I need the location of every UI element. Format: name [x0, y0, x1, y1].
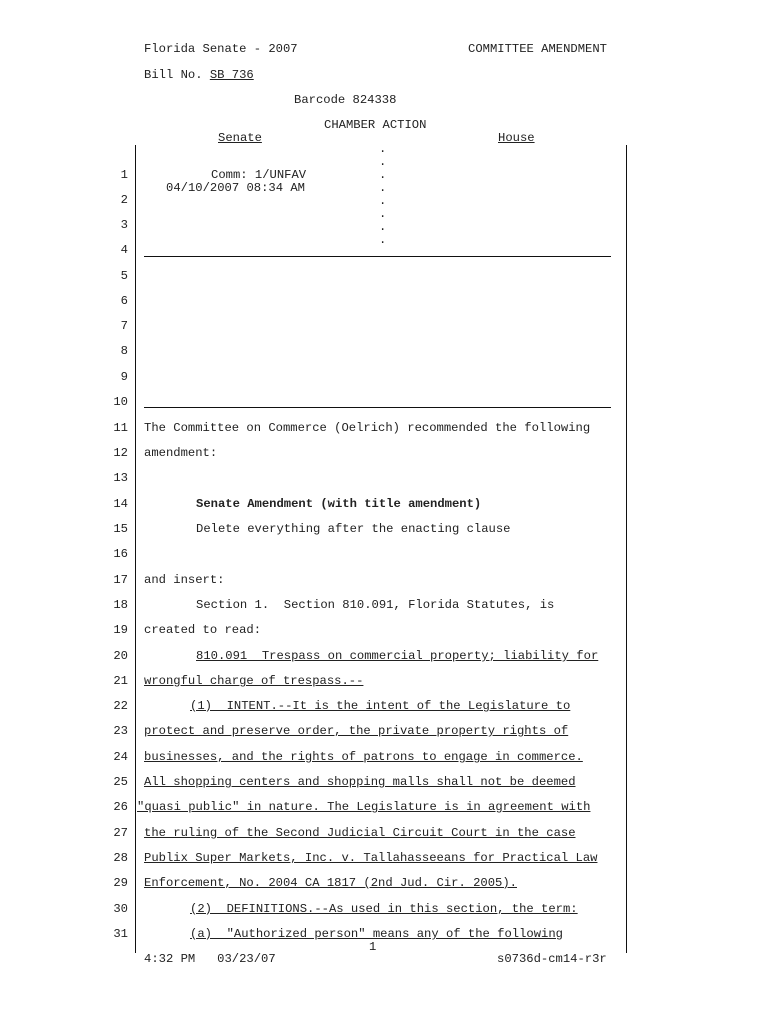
rule-line-10 [144, 407, 611, 408]
line-number: 20 [113, 649, 128, 663]
line-number: 7 [120, 319, 128, 333]
bill-number: SB 736 [209, 68, 254, 82]
line-number: 4 [120, 243, 128, 257]
line-number: 11 [113, 421, 128, 435]
rule-line-4 [144, 256, 611, 257]
bill-prefix: Bill No. [144, 68, 210, 82]
line-number: 19 [113, 623, 128, 637]
header-left: Florida Senate - 2007 [144, 42, 298, 56]
line-number: 3 [120, 218, 128, 232]
committee-action: Comm: 1/UNFAV [211, 168, 307, 182]
line-number: 24 [113, 750, 128, 764]
line-number: 26 [113, 800, 128, 814]
new-text-line: (1) INTENT.--It is the intent of the Legislature to [190, 699, 571, 713]
left-margin-line [135, 145, 136, 953]
line-number: 16 [113, 547, 128, 561]
body-line: Delete everything after the enacting clause [196, 522, 511, 536]
line-number: 22 [113, 699, 128, 713]
new-text-line: 810.091 Trespass on commercial property; liability for [196, 649, 599, 663]
line-number: 30 [113, 902, 128, 916]
line-number: 5 [120, 269, 128, 283]
line-number: 28 [113, 851, 128, 865]
new-text-line: (a) "Authorized person" means any of the following [190, 927, 563, 941]
line-number: 2 [120, 193, 128, 207]
line-number: 25 [113, 775, 128, 789]
line-number: 17 [113, 573, 128, 587]
senate-label: Senate [218, 131, 262, 145]
line-number: 8 [120, 344, 128, 358]
barcode: Barcode 824338 [294, 93, 397, 107]
line-number: 27 [113, 826, 128, 840]
line-number: 1 [120, 168, 128, 182]
new-text-line: wrongful charge of trespass.-- [144, 674, 364, 688]
line-number: 31 [113, 927, 128, 941]
amendment-title: Senate Amendment (with title amendment) [196, 497, 482, 511]
section-heading: Section 1. Section 810.091, Florida Statutes, is [196, 598, 555, 612]
line-number: 21 [113, 674, 128, 688]
document-code: s0736d-cm14-r3r [497, 952, 607, 966]
line-number: 10 [113, 395, 128, 409]
line-number: 29 [113, 876, 128, 890]
house-label: House [498, 131, 535, 145]
new-text-line: protect and preserve order, the private property rights of [144, 724, 569, 738]
new-text-line: All shopping centers and shopping malls shall not be deemed [144, 775, 576, 789]
action-datetime: 04/10/2007 08:34 AM [166, 181, 305, 195]
new-text-line: (2) DEFINITIONS.--As used in this section, the term: [190, 902, 578, 916]
header-right: COMMITTEE AMENDMENT [468, 42, 607, 56]
new-text-line: "quasi public" in nature. The Legislature is in agreement with [137, 800, 591, 814]
new-text-line: businesses, and the rights of patrons to engage in commerce. [144, 750, 583, 764]
new-text-line: Enforcement, No. 2004 CA 1817 (2nd Jud. Cir. 2005). [144, 876, 517, 890]
line-number: 12 [113, 446, 128, 460]
line-number: 13 [113, 471, 128, 485]
new-text-line: Publix Super Markets, Inc. v. Tallahasseeans for Practical Law [144, 851, 598, 865]
line-number: 18 [113, 598, 128, 612]
bill-number-line [144, 68, 254, 82]
new-text-line: the ruling of the Second Judicial Circuit Court in the case [144, 826, 576, 840]
line-number: 9 [120, 370, 128, 384]
line-number: 23 [113, 724, 128, 738]
right-margin-line [626, 145, 627, 953]
committee-recommendation: The Committee on Commerce (Oelrich) recommended the following [144, 421, 591, 435]
line-number: 14 [113, 497, 128, 511]
footer-timestamp: 4:32 PM 03/23/07 [144, 952, 276, 966]
line-number: 6 [120, 294, 128, 308]
body-line: created to read: [144, 623, 262, 637]
page-number: 1 [369, 940, 377, 954]
body-line: amendment: [144, 446, 218, 460]
line-number: 15 [113, 522, 128, 536]
chamber-action-title: CHAMBER ACTION [324, 118, 427, 132]
body-line: and insert: [144, 573, 225, 587]
